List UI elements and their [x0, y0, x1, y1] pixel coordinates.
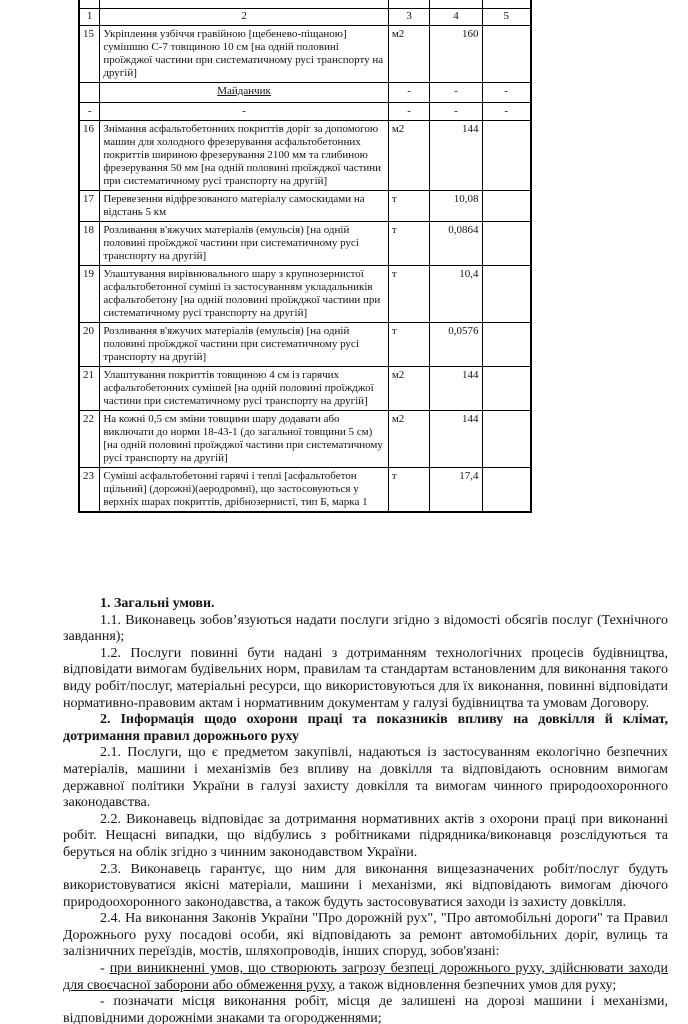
text-run: 2.2. Виконавець відповідає за дотримання нормативних актів з охорони праці при виконанні робіт. Нещасні випадки, що відбулись з робітниками підрядника/виконавця розслідуються та беруться на облік згідно з чинним законодавством України.	[63, 811, 668, 860]
table-header-cell: 5	[482, 9, 531, 26]
unit-cell: -	[388, 83, 430, 103]
quantity-cell: 144	[430, 411, 482, 468]
row-number-cell: 15	[79, 26, 100, 83]
extra-cell	[482, 411, 531, 468]
description-cell: На кожні 0,5 см зміни товщини шару додавати або виключати до норми 18-43-1 (до загальної товщини 5 см) [на одній половині проїжджої частини при систематичному русі транспорту на другій]	[100, 411, 388, 468]
quantity-cell: 17,4	[430, 468, 482, 513]
row-number-cell: 19	[79, 266, 100, 323]
unit-cell: м2	[388, 367, 430, 411]
table-row	[79, 26, 531, 83]
table-row-partial	[79, 0, 531, 9]
extra-cell	[482, 367, 531, 411]
unit-cell: т	[388, 266, 430, 323]
table-row	[79, 266, 531, 323]
description-cell: Розливання в'яжучих матеріалів (емульсія) [на одній половині проїжджої частини при систематичному русі транспорту на другій]	[100, 222, 388, 266]
unit-cell: м2	[388, 411, 430, 468]
unit-cell: т	[388, 222, 430, 266]
quantity-cell: 144	[430, 121, 482, 191]
extra-cell	[482, 222, 531, 266]
table-row	[79, 468, 531, 513]
text-run: , а також відновлення безпечних умов для руху;	[331, 977, 617, 993]
table-header-cell: 3	[388, 9, 430, 26]
text-run: 2. Інформація щодо охорони праці та показників впливу на довкілля й клімат, дотримання правил дорожнього руху	[63, 712, 668, 744]
row-number-cell: 16	[79, 121, 100, 191]
row-number-cell: 18	[79, 222, 100, 266]
works-table-container	[78, 0, 532, 513]
extra-cell	[482, 468, 531, 513]
paragraph-partially-cut	[63, 994, 668, 1024]
description-cell: Суміші асфальтобетонні гарячі і теплі [асфальтобетон щільний] (дорожні)(аеродромні), що застосовуються у верхніх шарах покриттів, дрібнозернисті, тип Б, марка 1	[100, 468, 388, 513]
paragraph	[63, 812, 668, 862]
text-run: - позначати місця виконання робіт, місця де залишені на дорозі машини і механізми, відповідними дорожніми знаками та огородженнями;	[63, 994, 668, 1024]
quantity-cell: 10,08	[430, 191, 482, 222]
quantity-cell: -	[430, 83, 482, 103]
text-run: 2.1. Послуги, що є предметом закупівлі, надаються із застосуванням екологічно безпечних матеріалів, машини і механізмів без впливу на довкілля та відповідають основним вимогам державної політики України в галузі захисту довкілля та вимогам чинного природоохоронного законодавства.	[63, 745, 668, 811]
table-header-cell: 1	[79, 9, 100, 26]
unit-cell: -	[388, 103, 430, 121]
row-number-cell: 22	[79, 411, 100, 468]
works-table	[78, 0, 532, 513]
paragraph	[63, 911, 668, 961]
extra-cell: -	[482, 83, 531, 103]
extra-cell	[482, 266, 531, 323]
paragraph	[63, 646, 668, 712]
description-cell: Розливання в'яжучих матеріалів (емульсія) [на одній половині проїжджої частини при систематичному русі транспорту на другій]	[100, 323, 388, 367]
quantity-cell: 0,0864	[430, 222, 482, 266]
extra-cell: -	[482, 103, 531, 121]
description-cell: Улаштування покриттів товщиною 4 см із гарячих асфальтобетонних сумішей [на одній половині проїжджої частини при систематичному русі транспорту на другій]	[100, 367, 388, 411]
description-cell	[100, 83, 388, 103]
description-cell: -	[100, 103, 388, 121]
table-header-row	[79, 9, 531, 26]
text-run: 2.3. Виконавець гарантує, що ним для виконання вищезазначених робіт/послуг будуть використовуватися якісні матеріали, машини і механізми, які відповідають вимогам діючого природоохоронного законодавства, а також будуть застосовуватися заходи із захисту довкілля.	[63, 861, 668, 910]
text-run: 2.4. На виконання Законів України "Про дорожній рух", "Про автомобільні дороги" та Правил Дорожнього руху посадові особи, які відповідають за ремонт автомобільних доріг, вулиць та залізничних переїздів, мостів, шляхопроводів, інших споруд, зобов'язані:	[63, 911, 668, 960]
row-number-cell: 21	[79, 367, 100, 411]
unit-cell: т	[388, 191, 430, 222]
table-row	[79, 222, 531, 266]
extra-cell	[482, 323, 531, 367]
table-header-cell: 2	[100, 9, 388, 26]
quantity-cell: 0,0576	[430, 323, 482, 367]
quantity-cell: 10,4	[430, 266, 482, 323]
text-run: 1.2. Послуги повинні бути надані з дотриманням технологічних процесів будівництва, відповідати вимогам будівельних норм, правилам та стандартам встановленим для виконання такого виду робіт/послуг, матеріальні ресурси, що використовуються для їх виконання, повинні відповідати нормативно-правовим актам і нормативним документам у галузі будівництва та умовам Договору.	[63, 645, 668, 711]
unit-cell: м2	[388, 26, 430, 83]
table-row	[79, 83, 531, 103]
quantity-cell: 160	[430, 26, 482, 83]
underlined-text-run: при виникненні умов, що створюють загрозу безпеці дорожнього руху, здійснювати заходи для своєчасної заборони або обмеження руху	[63, 961, 668, 993]
quantity-cell: -	[430, 103, 482, 121]
quantity-cell: 144	[430, 367, 482, 411]
paragraph	[63, 961, 668, 994]
underlined-label: Майданчик	[217, 85, 271, 97]
extra-cell	[482, 191, 531, 222]
description-cell: Перевезення відфрезованого матеріалу самоскидами на відстань 5 км	[100, 191, 388, 222]
unit-cell: т	[388, 323, 430, 367]
description-cell: Улаштування вирівнювального шару з крупнозернистої асфальтобетонної суміші із застосуванням укладальників асфальтобетону [на одній половині проїжджої частини при систематичному русі транспорту на другій]	[100, 266, 388, 323]
table-row	[79, 367, 531, 411]
table-cell	[430, 0, 482, 9]
description-cell: Укріплення узбіччя гравійною [щебенево-піщаною] сумішшю С-7 товщиною 10 см [на одній половині проїжджої частини при систематичному русі транспорту на другій]	[100, 26, 388, 83]
extra-cell	[482, 26, 531, 83]
unit-cell: т	[388, 468, 430, 513]
row-number-cell	[79, 83, 100, 103]
paragraph	[63, 596, 668, 613]
paragraph	[63, 862, 668, 912]
table-cell	[79, 0, 100, 9]
row-number-cell: -	[79, 103, 100, 121]
table-row	[79, 323, 531, 367]
table-cell	[388, 0, 430, 9]
text-run: 1.1. Виконавець зобов’язуються надати послуги згідно з відомості обсягів послуг (Технічного завдання);	[63, 612, 668, 645]
paragraph	[63, 613, 668, 646]
table-cell	[100, 0, 388, 9]
row-number-cell: 20	[79, 323, 100, 367]
extra-cell	[482, 121, 531, 191]
table-row	[79, 103, 531, 121]
table-row	[79, 191, 531, 222]
paragraph	[63, 745, 668, 811]
table-row	[79, 411, 531, 468]
table-header-cell: 4	[430, 9, 482, 26]
table-cell	[482, 0, 531, 9]
table-row	[79, 121, 531, 191]
row-number-cell: 23	[79, 468, 100, 513]
contract-terms-text	[63, 596, 668, 1024]
row-number-cell: 17	[79, 191, 100, 222]
unit-cell: м2	[388, 121, 430, 191]
paragraph	[63, 712, 668, 745]
text-run: -	[100, 961, 110, 977]
text-run: 1. Загальні умови.	[100, 596, 215, 611]
description-cell: Знімання асфальтобетонних покриттів доріг за допомогою машин для холодного фрезерування асфальтобетонних покриттів шириною фрезерування 2100 мм та глибиною фрезерування 50 мм [на одній половині проїжджої частини при систематичному русі транспорту на другій]	[100, 121, 388, 191]
